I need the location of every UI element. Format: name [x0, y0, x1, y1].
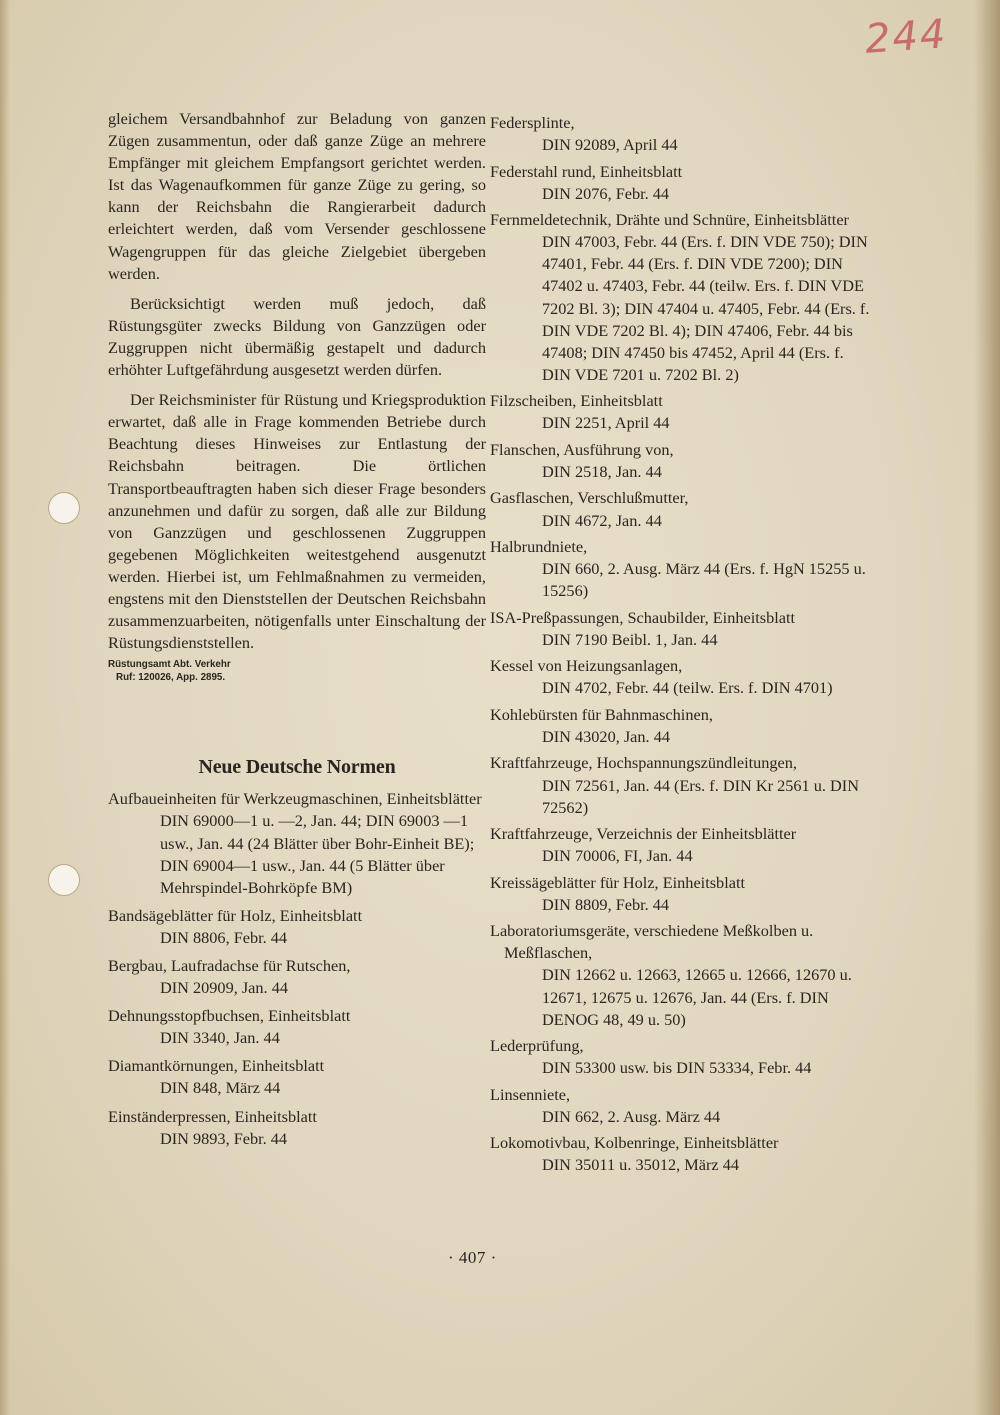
page-number: · 407 · — [448, 1248, 497, 1267]
norm-entry-detail: DIN 35011 u. 35012, März 44 — [542, 1155, 740, 1175]
handwritten-page-number: 244 — [863, 11, 949, 63]
norm-entry — [490, 872, 870, 916]
norm-entry — [490, 655, 870, 699]
norm-entry-detail: DIN 7190 Beibl. 1, Jan. 44 — [542, 629, 718, 649]
norm-entry-detail: DIN 2076, Febr. 44 — [542, 183, 670, 203]
norm-entry-detail: DIN 4702, Febr. 44 (teilw. Ers. f. DIN 4701) — [542, 678, 833, 698]
norm-entry-title: ISA-Preßpassungen, Schaubilder, Einheitsblatt — [490, 607, 796, 627]
norm-entry-title: Bergbau, Laufradachse für Rutschen, — [108, 956, 351, 975]
norm-entry-title: Diamantkörnungen, Einheitsblatt — [108, 1056, 325, 1076]
norm-entry-title: Lederprüfung, — [490, 1036, 584, 1056]
norm-entry — [490, 209, 870, 386]
paragraph-2: Berücksichtigt werden muß jedoch, daß Rüstungsgüter zwecks Bildung von Ganzzügen oder Zuggruppen nicht übermäßig gestapelt und dadurch erhöhter Luftgefährdung ausgesetzt werden dürfen. — [108, 293, 486, 380]
norm-entry-title: Federstahl rund, Einheitsblatt — [490, 161, 683, 181]
paragraph-3: Der Reichsminister für Rüstung und Kriegsproduktion erwartet, daß alle in Frage kommenden Betriebe durch Beachtung dieses Hinweises zur Entlastung der Reichsbahn beitragen. Die örtlichen Transportbeauftragten haben sich dieser Frage besonders anzunehmen und dafür zu sorgen, daß alle zur Bildung von Ganzzügen und geschlossenen Zuggruppen gegebenen Möglichkeiten weitestgehend ausgenutzt werden. Hierbei ist, um Fehlmaßnahmen zu vermeiden, engstens mit den Dienststellen der Deutschen Reichsbahn zusammenzuarbeiten, nötigenfalls unter Einschaltung der Rüstungsdienststellen. — [108, 390, 486, 653]
norm-entry-detail: DIN 848, März 44 — [160, 1078, 281, 1098]
norm-entry-detail: DIN 92089, April 44 — [542, 135, 678, 155]
norm-entry-detail: DIN 8806, Febr. 44 — [160, 927, 288, 947]
norm-entry-title: Kessel von Heizungsanlagen, — [490, 656, 683, 676]
norm-entry-title: Dehnungsstopfbuchsen, Einheitsblatt — [108, 1006, 351, 1026]
page-edge-shadow-right — [974, 0, 1000, 1415]
norm-entry — [108, 955, 486, 999]
norm-entry-title: Kohlebürsten für Bahnmaschinen, — [490, 704, 713, 724]
norm-entry — [108, 788, 486, 898]
norm-entry-title: Kraftfahrzeuge, Verzeichnis der Einheitsblätter — [490, 824, 797, 844]
signature-block — [108, 658, 486, 684]
norm-entry-detail: DIN 8809, Febr. 44 — [542, 894, 670, 914]
norm-entry-detail: DIN 53300 usw. bis DIN 53334, Febr. 44 — [542, 1058, 812, 1078]
norm-entry — [108, 1005, 486, 1049]
norm-entry-title: Gasflaschen, Verschlußmutter, — [490, 488, 689, 508]
norm-entry — [490, 487, 870, 531]
norm-entry-title: Filzscheiben, Einheitsblatt — [490, 391, 663, 411]
norm-entry-detail: DIN 69000—1 u. —2, Jan. 44; DIN 69003 —1 usw., Jan. 44 (24 Blätter über Bohr-Einheit BE); DIN 69004—1 usw., Jan. 44 (5 Blätter über Mehrspindel-Bohrköpfe BM) — [160, 811, 475, 897]
norm-entry-title: Bandsägeblätter für Holz, Einheitsblatt — [108, 905, 363, 925]
norm-entry-detail: DIN 70006, FI, Jan. 44 — [542, 846, 693, 866]
norm-entry-detail: DIN 47003, Febr. 44 (Ers. f. DIN VDE 750); DIN 47401, Febr. 44 (Ers. f. DIN VDE 7200); DIN 47402 u. 47403, Febr. 44 (teilw. Ers. f. DIN VDE 7202 Bl. 3); DIN 47404 u. 47405, Febr. 44 (Ers. f. DIN VDE 7202 Bl. 4); DIN 47406, Febr. 44 bis 47408; DIN 47450 bis 47452, April 44 (Ers. f. DIN VDE 7201 u. 7202 Bl. 2) — [542, 232, 870, 384]
norm-entry — [490, 1132, 870, 1176]
norm-entry-detail: DIN 12662 u. 12663, 12665 u. 12666, 12670 u. 12671, 12675 u. 12676, Jan. 44 (Ers. f. DIN DENOG 48, 49 u. 50) — [542, 965, 852, 1029]
norm-entry-title: Flanschen, Ausführung von, — [490, 439, 674, 459]
norm-entry-detail: DIN 2251, April 44 — [542, 413, 670, 433]
norm-entry — [490, 1035, 870, 1079]
norm-entry — [490, 161, 870, 205]
signature-line-1: Rüstungsamt Abt. Verkehr — [108, 659, 231, 671]
norm-entry — [490, 920, 870, 1030]
norm-entry-detail: DIN 2518, Jan. 44 — [542, 461, 662, 481]
right-column — [490, 112, 870, 1181]
norm-entry-detail: DIN 4672, Jan. 44 — [542, 510, 662, 530]
norm-entry-title: Federsplinte, — [490, 113, 575, 132]
norm-entry-title: Laboratoriumsgeräte, verschiedene Meßkolben u. Meßflaschen, — [490, 921, 814, 963]
norm-entry-title: Lokomotivbau, Kolbenringe, Einheitsblätter — [490, 1133, 779, 1153]
norm-entry-detail: DIN 3340, Jan. 44 — [160, 1028, 280, 1048]
norm-entry-title: Einständerpressen, Einheitsblatt — [108, 1106, 317, 1126]
norm-entry — [490, 704, 870, 748]
paragraph-1: gleichem Versandbahnhof zur Beladung von ganzen Zügen zusammentun, oder daß ganze Züge an mehrere Empfänger mit gleichem Empfangsort gerichtet werden. Ist das Wagenaufkommen für ganze Züge zu gering, so kann der Reichsbahn die Rangierarbeit dadurch erleichtert werden, daß vom Versender geschlossene Wagengruppen für das gleiche Zielgebiet übergeben werden. — [108, 109, 486, 283]
norm-entry — [108, 905, 486, 949]
norm-entry-detail: DIN 9893, Febr. 44 — [160, 1128, 288, 1148]
norm-entry — [490, 752, 870, 818]
norm-entry — [490, 112, 870, 156]
norm-entry-detail: DIN 662, 2. Ausg. März 44 — [542, 1106, 721, 1126]
norm-entry-detail: DIN 660, 2. Ausg. März 44 (Ers. f. HgN 15255 u. 15256) — [542, 559, 866, 601]
norm-entry-title: Fernmeldetechnik, Drähte und Schnüre, Einheitsblätter — [490, 210, 849, 230]
punch-hole-bottom — [48, 864, 80, 896]
norm-entry-detail: DIN 43020, Jan. 44 — [542, 726, 670, 746]
punch-hole-top — [48, 492, 80, 524]
norm-entry-detail: DIN 72561, Jan. 44 (Ers. f. DIN Kr 2561 u. DIN 72562) — [542, 775, 859, 817]
norm-entry-title: Halbrundniete, — [490, 537, 588, 557]
left-column — [108, 108, 486, 1156]
norm-entry-detail: DIN 20909, Jan. 44 — [160, 978, 288, 998]
norm-entry-title: Aufbaueinheiten für Werkzeugmaschinen, Einheitsblätter — [108, 789, 482, 809]
norm-entry-title: Kraftfahrzeuge, Hochspannungszündleitungen, — [490, 753, 797, 773]
norm-entry — [490, 536, 870, 602]
signature-line-2: Ruf: 120026, App. 2895. — [116, 672, 226, 684]
norm-entry — [490, 607, 870, 651]
norm-entry-title: Kreissägeblätter für Holz, Einheitsblatt — [490, 872, 745, 892]
norm-entry — [108, 1055, 486, 1099]
norm-entry — [108, 1106, 486, 1150]
norm-entry — [490, 823, 870, 867]
norm-entry — [490, 439, 870, 483]
right-norm-list — [490, 112, 870, 1176]
norm-entry — [490, 1084, 870, 1128]
norm-entry-title: Linsenniete, — [490, 1084, 571, 1104]
page-edge-shadow-left — [0, 0, 10, 1415]
section-title: Neue Deutsche Normen — [198, 756, 396, 779]
norm-entry — [490, 390, 870, 434]
left-norm-list — [108, 788, 486, 1149]
